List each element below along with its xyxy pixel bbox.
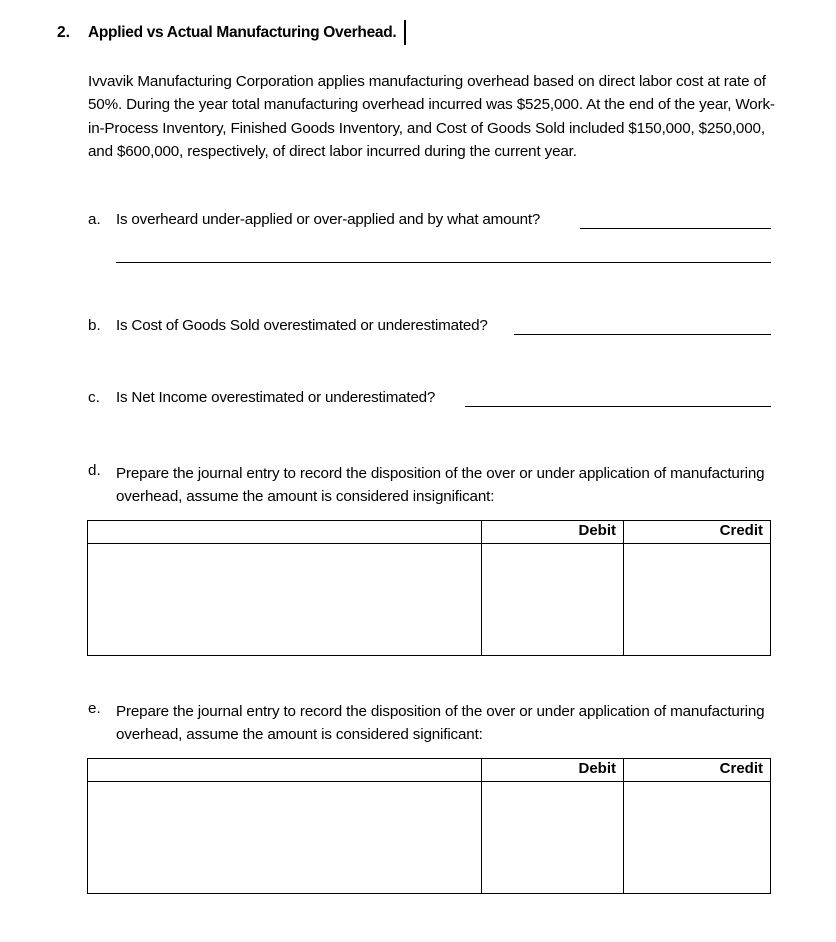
account-entry-cell[interactable]	[88, 782, 482, 894]
part-c-answer-line[interactable]	[465, 406, 771, 407]
part-b-letter: b.	[88, 317, 101, 334]
account-header-cell	[88, 759, 482, 782]
journal-table-e	[87, 758, 771, 894]
question-number: 2.	[57, 24, 70, 41]
debit-header: Debit	[482, 521, 624, 544]
part-a-letter: a.	[88, 211, 101, 228]
debit-entry-cell[interactable]	[482, 544, 624, 656]
problem-statement: Ivvavik Manufacturing Corporation applies manufacturing overhead based on direct labor cost at rate of 50%. During the year total manufacturing overhead incurred was $525,000. At the end of the year, Work-in-Process Inventory, Finished Goods Inventory, and Cost of Goods Sold included $150,000, $250,000, and $600,000, respectively, of direct labor incurred during the current year.	[88, 73, 775, 161]
credit-entry-cell[interactable]	[624, 544, 771, 656]
journal-table-d	[87, 520, 771, 656]
part-b-question: Is Cost of Goods Sold overestimated or underestimated?	[116, 317, 488, 334]
debit-entry-cell[interactable]	[482, 782, 624, 894]
credit-header: Credit	[624, 759, 771, 782]
part-a-answer-line[interactable]	[580, 228, 771, 229]
part-e-question: Prepare the journal entry to record the disposition of the over or under application of manufacturing overhead, assume the amount is considered significant:	[116, 703, 765, 744]
question-title: Applied vs Actual Manufacturing Overhead.	[88, 24, 397, 41]
journal-table-e-header	[88, 759, 771, 782]
part-e-letter: e.	[88, 700, 101, 717]
part-c-letter: c.	[88, 389, 100, 406]
part-d-question: Prepare the journal entry to record the disposition of the over or under application of manufacturing overhead, assume the amount is considered insignificant:	[116, 465, 765, 506]
part-d-letter: d.	[88, 462, 101, 479]
part-a-answer-line-2[interactable]	[116, 262, 771, 263]
journal-table-e-entry-row	[88, 782, 771, 894]
credit-entry-cell[interactable]	[624, 782, 771, 894]
credit-header: Credit	[624, 521, 771, 544]
part-c-question: Is Net Income overestimated or underestimated?	[116, 389, 436, 406]
part-b-answer-line[interactable]	[514, 334, 771, 335]
journal-table-d-header	[88, 521, 771, 544]
part-a-question: Is overheard under-applied or over-applied and by what amount?	[116, 211, 541, 228]
account-header-cell	[88, 521, 482, 544]
journal-table-d-entry-row	[88, 544, 771, 656]
account-entry-cell[interactable]	[88, 544, 482, 656]
text-cursor	[404, 20, 406, 45]
debit-header: Debit	[482, 759, 624, 782]
